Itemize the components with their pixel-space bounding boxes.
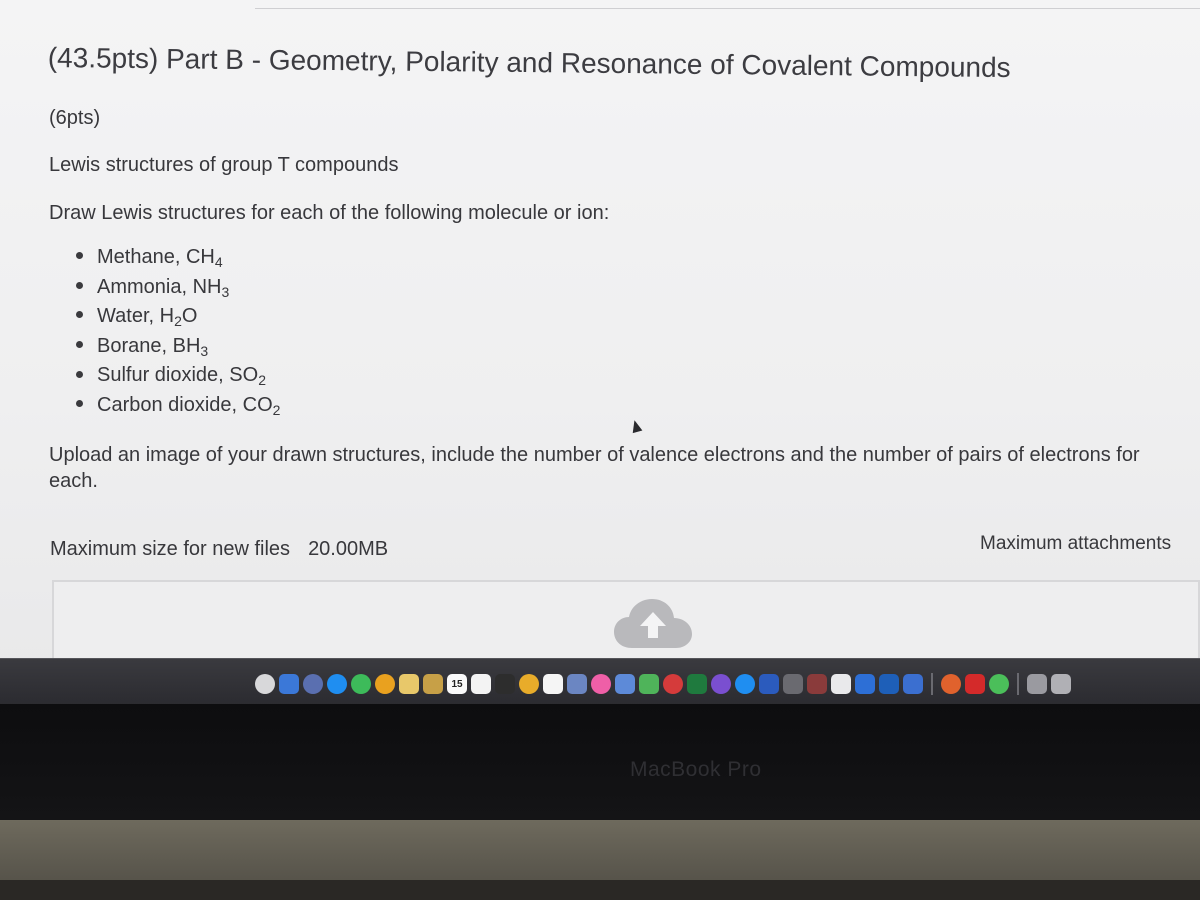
list-item: Sulfur dioxide, $SO_2$ bbox=[76, 361, 280, 391]
list-item: Ammonia, $NH_3$ bbox=[76, 273, 280, 303]
list-item: Borane, $BH_3$ bbox=[76, 332, 280, 362]
music-icon[interactable] bbox=[591, 674, 611, 694]
maps-icon[interactable] bbox=[375, 674, 395, 694]
laptop-bezel bbox=[0, 704, 1200, 820]
image-capture-icon[interactable] bbox=[567, 674, 587, 694]
system-preferences-icon[interactable] bbox=[903, 674, 923, 694]
dock-separator bbox=[931, 673, 933, 695]
bullet-icon bbox=[76, 282, 83, 289]
max-size-label: Maximum size for new files bbox=[50, 538, 291, 560]
header-divider bbox=[255, 8, 1200, 9]
downloads-icon[interactable] bbox=[1027, 674, 1047, 694]
photos-icon[interactable] bbox=[399, 674, 419, 694]
notes-icon[interactable] bbox=[471, 674, 491, 694]
upload-instructions: Upload an image of your drawn structures, include the number of valence electrons and the number of pairs of electrons for each. bbox=[49, 444, 1140, 492]
bullet-icon bbox=[76, 371, 83, 378]
acrobat-icon[interactable] bbox=[965, 674, 985, 694]
reminders-icon[interactable] bbox=[495, 674, 515, 694]
launchpad-icon[interactable] bbox=[303, 674, 323, 694]
excel-icon[interactable] bbox=[687, 674, 707, 694]
news-icon[interactable] bbox=[663, 674, 683, 694]
preview-icon[interactable] bbox=[543, 674, 563, 694]
bullet-icon bbox=[76, 311, 83, 318]
numbers-icon[interactable] bbox=[639, 674, 659, 694]
bullet-icon bbox=[76, 252, 83, 259]
list-item: Carbon dioxide, $CO_2$ bbox=[76, 391, 280, 421]
device-brand-label: MacBook Pro bbox=[630, 758, 762, 781]
outlook-icon[interactable] bbox=[879, 674, 899, 694]
terminal-icon[interactable] bbox=[831, 674, 851, 694]
page-title: (43.5pts) Part B - Geometry, Polarity and Resonance of Covalent Compounds bbox=[47, 42, 1011, 84]
bullet-icon bbox=[76, 400, 83, 407]
word-icon[interactable] bbox=[759, 674, 779, 694]
dock-app-icons bbox=[255, 668, 1135, 700]
mouse-cursor-icon bbox=[630, 419, 643, 433]
messages-icon[interactable] bbox=[989, 674, 1009, 694]
max-size-value: 20.00MB bbox=[308, 538, 389, 560]
cloud-upload-icon[interactable] bbox=[612, 596, 694, 652]
xcode-icon[interactable] bbox=[855, 674, 875, 694]
question-instruction: Draw Lewis structures for each of the following molecule or ion: bbox=[49, 202, 610, 224]
finder-icon[interactable] bbox=[255, 674, 275, 694]
trash-icon[interactable] bbox=[1051, 674, 1071, 694]
font-book-icon[interactable] bbox=[807, 674, 827, 694]
question-points: (6pts) bbox=[49, 107, 101, 129]
desk-edge bbox=[0, 880, 1200, 900]
dock-separator bbox=[1017, 673, 1019, 695]
bullet-icon bbox=[76, 341, 83, 348]
app-store-icon[interactable] bbox=[735, 674, 755, 694]
safari-icon[interactable] bbox=[327, 674, 347, 694]
max-attachments-label: Maximum attachments bbox=[980, 533, 1172, 554]
max-file-size bbox=[50, 538, 388, 561]
dictionary-icon[interactable] bbox=[783, 674, 803, 694]
chrome-icon[interactable] bbox=[351, 674, 371, 694]
photo-booth-icon[interactable] bbox=[519, 674, 539, 694]
finder-face-icon[interactable] bbox=[279, 674, 299, 694]
contacts-icon[interactable] bbox=[423, 674, 443, 694]
list-item: Water, $H_2O$ bbox=[76, 302, 280, 332]
keynote-icon[interactable] bbox=[615, 674, 635, 694]
molecule-list bbox=[76, 243, 280, 421]
calendar-icon[interactable]: 15 bbox=[447, 674, 467, 694]
podcasts-icon[interactable] bbox=[711, 674, 731, 694]
section-heading: Lewis structures of group T compounds bbox=[49, 154, 399, 176]
list-item: Methane, $CH_4$ bbox=[76, 243, 280, 273]
powerpoint-icon[interactable] bbox=[941, 674, 961, 694]
